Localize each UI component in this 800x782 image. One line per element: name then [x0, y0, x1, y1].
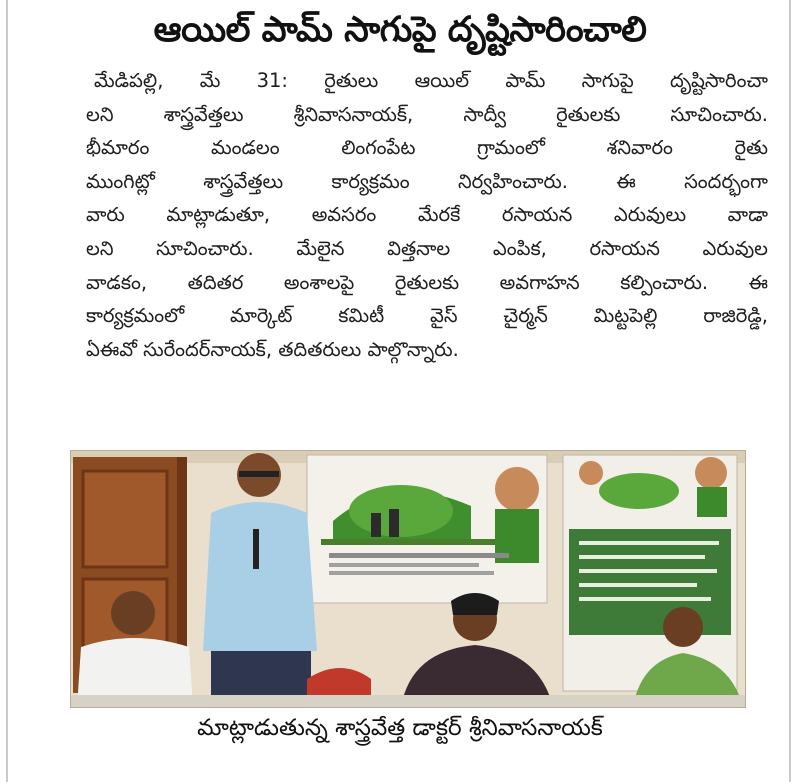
body-line: భీమారం మండలం లింగంపేట గ్రామంలో శనివారం రైతు — [86, 136, 768, 160]
event-photo — [70, 450, 746, 708]
body-line: కార్యక్రమంలో మార్కెట్ కమిటీ వైస్ చైర్మన్ మిట్టపెల్లి రాజిరెడ్డి, — [86, 304, 768, 328]
article-body — [86, 64, 768, 366]
body-line: ముంగిట్లో శాస్త్రవేత్తలు కార్యక్రమం నిర్వహించారు. ఈ సందర్భంగా — [86, 169, 768, 193]
column-rule-left — [6, 0, 8, 782]
body-line: వాడకం, తదితర అంశాలపై రైతులకు అవగాహన కల్పించారు. ఈ — [86, 270, 768, 294]
body-line: మేడిపల్లి, మే 31: రైతులు ఆయిల్ పామ్ సాగుపై దృష్టిసారించా — [94, 69, 768, 92]
body-line: లని శాస్త్రవేత్తలు శ్రీనివాసనాయక్, సాద్వీ రైతులకు సూచించారు. — [86, 102, 768, 126]
body-line: ఏఈవో సురేందర్‌నాయక్, తదితరులు పాల్గొన్నారు. — [86, 337, 459, 361]
event-photo-illustration — [71, 451, 745, 707]
event-banner — [307, 455, 547, 603]
column-rule-right — [789, 0, 791, 782]
body-line: వారు మాట్లాడుతూ, అవసరం మేరకే రసాయన ఎరువులు వాడా — [86, 203, 768, 227]
photo-caption: మాట్లాడుతున్న శాస్త్రవేత్త డాక్టర్ శ్రీనివాసనాయక్ — [197, 715, 603, 741]
event-banner — [563, 455, 737, 691]
body-line: లని సూచించారు. మేలైన విత్తనాల ఎంపిక, రసాయన ఎరువుల — [86, 236, 768, 260]
headline: ఆయిల్ పామ్ సాగుపై దృష్టిసారించాలి — [153, 10, 647, 50]
